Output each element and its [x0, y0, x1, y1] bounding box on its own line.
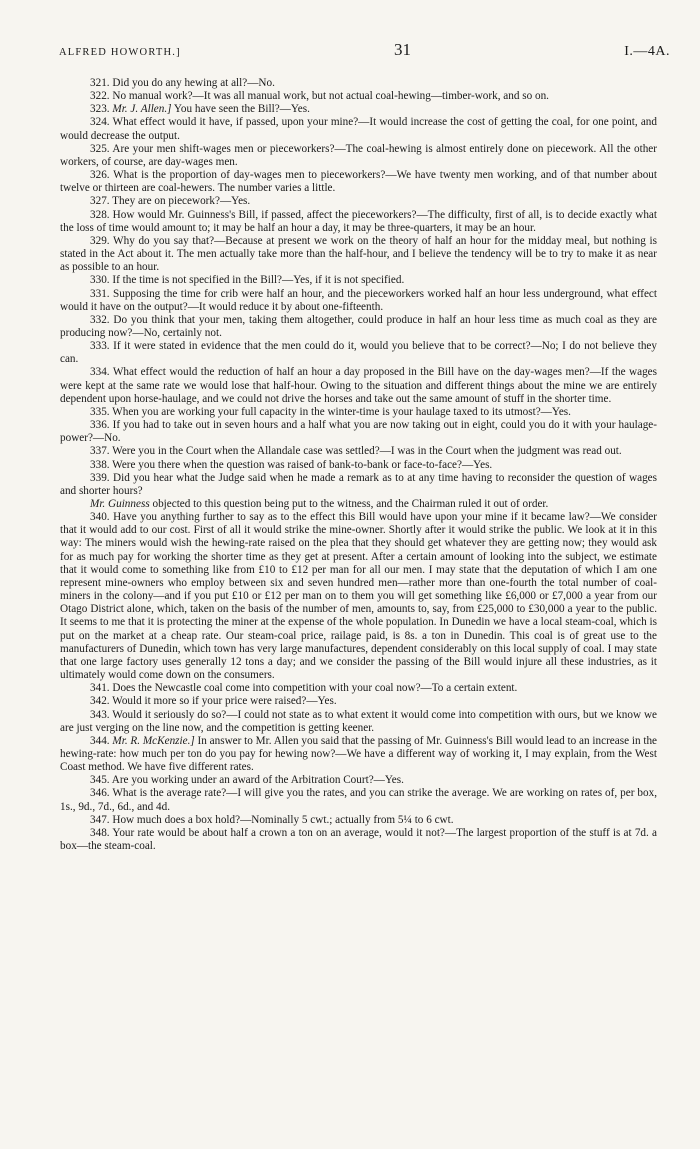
paragraph-number: 323. — [90, 103, 113, 116]
question-paragraph — [60, 814, 657, 827]
paragraph-text: 336. If you had to take out in seven hours and a half what you are now taking out in eight, could you do it with your haulage-power?—No. — [60, 419, 657, 445]
paragraph-text: You have seen the Bill?—Yes. — [171, 103, 310, 116]
paragraph-text: 325. Are your men shift-wages men or pieceworkers?—The coal-hewing is almost entirely done on piecework. All the other workers, of course, are day-wages men. — [60, 142, 657, 168]
paper-reference: I.—4A. — [624, 44, 670, 59]
paragraph-text: 329. Why do you say that?—Because at present we work on the theory of half an hour for the midday meal, but nothing is stated in the Act about it. The men actually take more than the half-hour, and I believe the tendency will be to try to make it as near as possible to an hour. — [60, 234, 657, 274]
paragraph-text: 327. They are on piecework?—Yes. — [90, 195, 251, 208]
question-paragraph — [60, 169, 657, 195]
page-number: 31 — [394, 40, 412, 59]
question-paragraph — [60, 103, 657, 116]
paragraph-text: 348. Your rate would be about half a crown a ton on an average, would it not?—The largest proportion of the stuff is at 7d. a box—the steam-coal. — [60, 826, 657, 853]
paragraph-text: 331. Supposing the time for crib were half an hour, and the pieceworkers worked half an hour less underground, what effect would it have on the output?—It would reduce it by about one-fifteenth. — [60, 287, 657, 313]
question-paragraph — [60, 709, 657, 735]
paragraph-text: 346. What is the average rate?—I will give you the rates, and you can strike the average. We are working on rates of, per box, 1s., 9d., 7d., 6d., and 4d. — [60, 787, 657, 813]
question-paragraph — [60, 695, 657, 708]
paragraph-number: 344. — [90, 734, 113, 747]
paragraph-text: 322. No manual work?—It was all manual work, but not actual coal-hewing—timber-work, and so on. — [90, 90, 549, 103]
paragraph-text: 333. If it were stated in evidence that the men could do it, would you believe that to be correct?—No; I do not believe they can. — [60, 340, 657, 366]
question-paragraph — [60, 735, 657, 774]
paragraph-text: 334. What effect would the reduction of half an hour a day proposed in the Bill have on the day-wages men?—If the wages were kept at the same rate we would lose that half-hour. Owing to the situation and different things about the mine we are entirely dependent upon horse-haulage, and we could not drive the horses and take out the same amount of stuff in the shorter time. — [60, 366, 657, 405]
question-paragraph — [60, 195, 657, 208]
paragraph-text: 338. Were you there when the question was raised of bank-to-bank or face-to-face?—Yes. — [90, 458, 493, 471]
question-paragraph — [60, 116, 657, 142]
question-paragraph — [60, 459, 657, 472]
question-paragraph — [60, 366, 657, 405]
question-paragraph — [60, 288, 657, 314]
question-paragraph — [60, 774, 657, 787]
paragraph-text: 340. Have you anything further to say as to the effect this Bill would have upon your mine if it became law?—We consider that it would add to our cost. First of all it would strike the mine-owner. Shortly after it would strike the public. We look at it in this way: The miners would wish the hewing-rate raised on the plea that they should get whatever they are getting now; they would ask for as much pay for working the shorter time as they get at present. After a certain amount of looking into the subject, we estimate that it would come to something like from £10 to £12 per man for all our men. I may state that the deputation of which I am one represent mine-owners who employ between six and seven hundred men—rather more than one-fourth the total number of coal-miners in the colony—and if you put £10 or £12 per man on to them you will get something like £6,000 or £7,000 a year from our Otago District alone, which, taken on the basis of the number of men, amounts to, say, from £25,000 to £30,000 a year to the public. It seems to me that it is protecting the miner at the expense of the whole population. In Dunedin we have a local steam-coal, which is put on the market at a cheap rate. Our steam-coal price, railage paid, is 8s. a ton in Dunedin. This coal is of great use to the manufacturers of Dunedin, which town has very large manufactures, dependent considerably on this local supply of coal. I may state that one large factory uses generally 12 tons a day; and we consider the passing of the Bill would injure all these industries, as it ultimately would come down on the consumers. — [60, 511, 657, 682]
question-paragraph — [60, 209, 657, 235]
paragraph-text: 342. Would it more so if your price were raised?—Yes. — [90, 695, 337, 708]
question-paragraph — [60, 472, 657, 498]
paragraph-text: 343. Would it seriously do so?—I could not state as to what extent it would come into competition with ours, but we know we are just verging on the line now, and the competition is getting keener. — [60, 708, 657, 734]
question-paragraph — [60, 511, 657, 682]
paragraph-text: 337. Were you in the Court when the Allandale case was settled?—I was in the Court when the judgment was read out. — [90, 445, 622, 458]
question-paragraph — [60, 827, 657, 853]
witness-name: ALFRED HOWORTH.] — [59, 47, 181, 58]
paragraph-text: 326. What is the proportion of day-wages men to pieceworkers?—We have twenty men working, and of that number about twelve or thirteen are coal-hewers. The number varies a little. — [60, 169, 657, 195]
paragraph-text: 339. Did you hear what the Judge said when he made a remark as to at any time having to reconsider the question of wages and shorter hours? — [60, 471, 657, 497]
question-paragraph — [60, 445, 657, 458]
document-body — [60, 77, 657, 853]
question-paragraph — [60, 274, 657, 287]
question-paragraph — [60, 143, 657, 169]
question-paragraph — [60, 235, 657, 274]
question-paragraph — [60, 77, 657, 90]
question-paragraph — [60, 787, 657, 813]
question-paragraph — [60, 406, 657, 419]
question-paragraph — [60, 340, 657, 366]
question-paragraph — [60, 498, 657, 511]
question-paragraph — [60, 314, 657, 340]
paragraph-text: 335. When you are working your full capacity in the winter-time is your haulage taxed to its utmost?—Yes. — [90, 405, 571, 418]
paragraph-text: 341. Does the Newcastle coal come into competition with your coal now?—To a certain extent. — [90, 682, 518, 695]
question-paragraph — [60, 682, 657, 695]
speaker-name: Mr. Guinness — [90, 498, 150, 510]
paragraph-text: 332. Do you think that your men, taking them altogether, could produce in half an hour less time as much coal as they are producing now?—No, certainly not. — [60, 313, 657, 339]
paragraph-text: 328. How would Mr. Guinness's Bill, if passed, affect the pieceworkers?—The difficulty, first of all, is to decide exactly what the loss of time would amount to; it may be half an hour a day, it may be three-quarters, it may be an hour. — [60, 208, 657, 234]
paragraph-text: 324. What effect would it have, if passed, upon your mine?—It would increase the cost of getting the coal, for one point, and would decrease the output. — [60, 116, 657, 142]
paragraph-text: In answer to Mr. Allen you said that the passing of Mr. Guinness's Bill would lead to an increase in the hewing-rate: how much per ton do you pay for hewing now?—We have a different way of working it, I may explain, from the West Coast method. We have five different rates. — [60, 734, 658, 774]
question-paragraph — [60, 90, 657, 103]
paragraph-text: 347. How much does a box hold?—Nominally 5 cwt.; actually from 5¼ to 6 cwt. — [90, 813, 454, 826]
question-paragraph — [60, 419, 657, 445]
paragraph-text: objected to this question being put to the witness, and the Chairman ruled it out of order. — [149, 498, 549, 510]
speaker-name: Mr. R. McKenzie.] — [112, 734, 195, 747]
paragraph-text: 345. Are you working under an award of the Arbitration Court?—Yes. — [90, 774, 404, 787]
paragraph-text: 330. If the time is not specified in the Bill?—Yes, if it is not specified. — [90, 274, 405, 287]
paragraph-text: 321. Did you do any hewing at all?—No. — [90, 77, 275, 89]
page-header — [59, 40, 670, 60]
speaker-name: Mr. J. Allen.] — [112, 103, 172, 116]
